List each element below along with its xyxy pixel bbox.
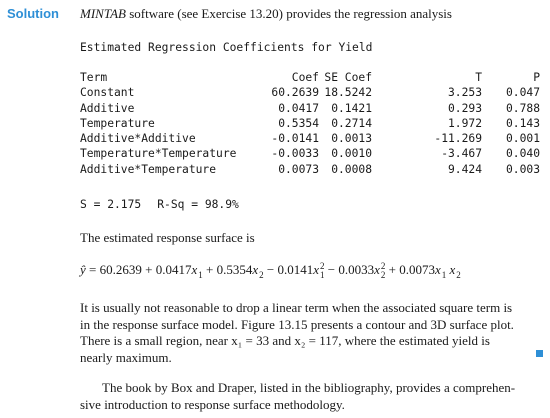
variable-symbol: x	[449, 262, 456, 277]
table-cell: 9.424	[447, 162, 482, 176]
intro-line	[80, 6, 452, 22]
table-row	[80, 146, 540, 161]
para1-line-2: in the response surface model. Figure 13.15 presents a contour and 3D surface plot.	[80, 316, 514, 332]
equation-variable	[434, 262, 447, 280]
table-cell: 1.972	[447, 116, 482, 130]
variable-symbol: x	[313, 262, 319, 277]
table-cell: 0.0010	[331, 147, 372, 161]
table-cell: 3.253	[447, 86, 482, 100]
end-of-solution-mark	[536, 350, 543, 357]
table-cell: -0.0141	[271, 132, 319, 146]
variable-exponent: 2	[319, 261, 325, 272]
variable-subscript: 1	[198, 269, 203, 280]
table-row	[80, 85, 540, 100]
equation-variable	[374, 261, 386, 281]
table-row	[80, 116, 540, 131]
table-cell: 0.0008	[331, 162, 372, 176]
table-header-cell: T	[475, 71, 482, 84]
table-row	[80, 101, 540, 116]
equation-coef: + 0.5354	[202, 262, 253, 277]
table-cell: 0.001	[505, 132, 540, 146]
table-title: Estimated Regression Coefficients for Yield	[80, 41, 373, 54]
table-cell: 0.2714	[331, 116, 372, 130]
fit-stats	[80, 198, 239, 211]
table-cell: -0.0033	[271, 147, 319, 161]
table-cell: 0.293	[447, 101, 482, 115]
para1-line-4: nearly maximum.	[80, 349, 172, 365]
table-cell: -11.269	[434, 132, 482, 146]
table-cell: 0.143	[505, 116, 540, 130]
equation-coef: + 0.0073	[385, 262, 435, 277]
para2-line-1: The book by Box and Draper, listed in the bibliography, provides a comprehen-	[102, 380, 516, 395]
table-row	[80, 162, 540, 177]
variable-subscript: 1	[441, 269, 447, 280]
table-header-cell: P	[533, 71, 540, 84]
variable-symbol: x	[434, 262, 441, 277]
rsq-value: R-Sq = 98.9%	[157, 198, 239, 211]
response-equation	[80, 262, 461, 280]
variable-symbol: x	[191, 262, 198, 277]
para1-line-3: There is a small region, near x₁ = 33 and x₂ = 117, where the estimated yield is	[80, 333, 490, 349]
table-cell: 0.0417	[278, 101, 319, 115]
table-cell: 0.788	[505, 101, 540, 115]
y-hat: ŷ	[80, 262, 86, 277]
table-header-row	[80, 70, 540, 85]
para1-line-1: It is usually not reasonable to drop a linear term when the associated square term is	[80, 300, 513, 315]
table-cell: -3.467	[441, 147, 482, 161]
bibliography-paragraph	[80, 380, 550, 413]
regression-table	[80, 70, 540, 177]
solution-label: Solution	[7, 6, 59, 21]
s-value: S = 2.175	[80, 198, 142, 211]
variable-subscript: 2	[456, 269, 461, 280]
table-header-cell: Term	[80, 71, 108, 84]
table-header-cell: SE Coef	[324, 71, 372, 84]
equation-variable	[252, 262, 264, 280]
variable-exponent: 2	[380, 261, 386, 272]
table-cell: 0.0073	[278, 162, 319, 176]
variable-symbol: x	[252, 262, 259, 277]
conclusion-paragraph	[80, 300, 550, 366]
table-cell: 0.003	[505, 162, 540, 176]
table-row	[80, 131, 540, 146]
table-cell: Additive*Temperature	[80, 162, 217, 176]
equation-coef: − 0.0141	[263, 262, 314, 277]
variable-subscript: 1	[319, 270, 325, 281]
table-cell: 0.1421	[331, 101, 372, 115]
variable-subscript: 2	[259, 269, 264, 280]
equation-variable	[449, 262, 461, 280]
equation-terms	[85, 261, 461, 281]
table-cell: 0.047	[505, 86, 540, 100]
variable-subscript: 2	[380, 270, 386, 281]
variable-symbol: x	[374, 262, 380, 277]
equation-variable	[313, 261, 325, 281]
table-header-cell: Coef	[291, 71, 319, 84]
equation-variable	[191, 262, 203, 280]
table-cell: 0.5354	[278, 116, 319, 130]
table-cell: 18.5242	[324, 86, 372, 100]
table-cell: 60.2639	[271, 86, 319, 100]
surface-intro: The estimated response surface is	[80, 230, 255, 245]
table-cell: 0.0013	[331, 132, 372, 146]
intro-text: software (see Exercise 13.20) provides the regression analysis	[125, 6, 452, 21]
table-cell: Temperature	[80, 116, 155, 130]
equation-coef: − 0.0033	[324, 262, 375, 277]
table-cell: Temperature*Temperature	[80, 147, 237, 161]
para2-line-2: sive introduction to response surface methodology.	[80, 396, 345, 412]
table-cell: 0.040	[505, 147, 540, 161]
table-cell: Additive	[80, 101, 135, 115]
software-name: MINTAB	[80, 6, 126, 21]
equation-coef: = 60.2639 + 0.0417	[85, 262, 192, 277]
table-cell: Constant	[80, 86, 135, 100]
table-cell: Additive*Additive	[80, 132, 196, 146]
